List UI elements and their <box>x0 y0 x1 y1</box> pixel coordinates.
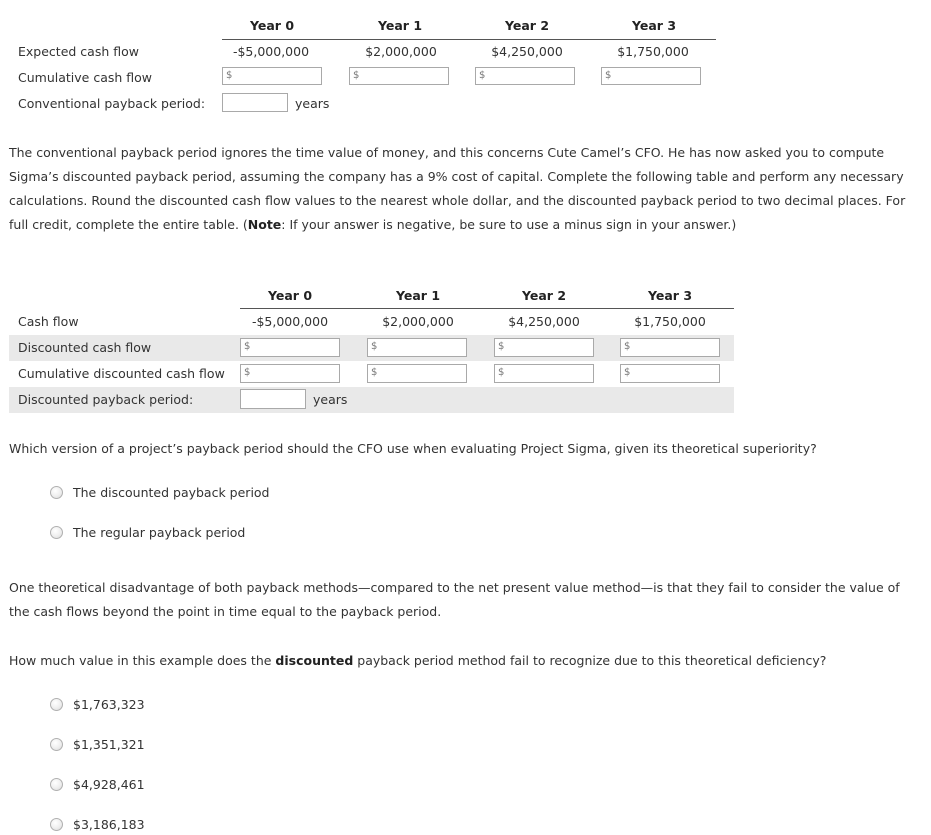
t2-discounted-year1-input[interactable] <box>368 339 466 356</box>
t1-cumulative-year1-input[interactable] <box>350 68 448 84</box>
t1-cumulative-year1-field[interactable] <box>349 67 449 85</box>
dollar-sign: $ <box>624 367 631 378</box>
t2-label-discounted: Discounted cash flow <box>18 340 152 355</box>
t2-cumdisc-year1-field[interactable] <box>367 364 467 383</box>
dollar-sign: $ <box>371 341 378 352</box>
radio-button[interactable] <box>50 526 63 539</box>
t1-label-cumulative: Cumulative cash flow <box>18 70 153 85</box>
t2-header-year3: Year 3 <box>647 288 693 303</box>
dollar-sign: $ <box>353 70 360 81</box>
t1-cumulative-year2-field[interactable] <box>475 67 575 85</box>
t2-discounted-year0-input[interactable] <box>241 339 339 356</box>
t2-header-year2: Year 2 <box>521 288 567 303</box>
q2-option-label: $3,186,183 <box>73 816 145 832</box>
t2-label-cash-flow: Cash flow <box>18 314 79 329</box>
disadvantage-paragraph: One theoretical disadvantage of both payback methods—compared to the net present value method—is that they fail to consider the value of the cash flows beyond the point in time equal to the payback period. <box>9 580 900 619</box>
t2-discounted-year2-input[interactable] <box>495 339 593 356</box>
dollar-sign: $ <box>371 367 378 378</box>
dollar-sign: $ <box>624 341 631 352</box>
t1-payback-unit: years <box>295 96 330 111</box>
t2-cashflow-year1: $2,000,000 <box>382 314 454 329</box>
radio-button[interactable] <box>50 778 63 791</box>
q2-option-label: $1,763,323 <box>73 696 145 712</box>
radio-button[interactable] <box>50 486 63 499</box>
instructions-paragraph <box>9 141 921 237</box>
q2-option-2[interactable] <box>50 736 145 752</box>
radio-button[interactable] <box>50 698 63 711</box>
dollar-sign: $ <box>498 341 505 352</box>
t2-payback-input[interactable] <box>241 390 305 408</box>
question1-text: Which version of a project’s payback period should the CFO use when evaluating Project Sigma, given its theoretical superiority? <box>9 441 817 456</box>
t1-header-rule <box>222 39 716 40</box>
t1-expected-year2: $4,250,000 <box>491 44 563 59</box>
q2-option-4[interactable] <box>50 816 145 832</box>
t2-payback-unit: years <box>313 392 348 407</box>
t1-expected-year3: $1,750,000 <box>617 44 689 59</box>
t1-cumulative-year3-field[interactable] <box>601 67 701 85</box>
q2-text-after: payback period method fail to recognize due to this theoretical deficiency? <box>353 653 827 668</box>
t2-cumdisc-year0-input[interactable] <box>241 365 339 382</box>
t2-cumdisc-year0-field[interactable] <box>240 364 340 383</box>
t1-cumulative-year0-field[interactable] <box>222 67 322 85</box>
t1-header-year1: Year 1 <box>377 18 423 33</box>
q2-option-label: $1,351,321 <box>73 736 145 752</box>
t1-cumulative-year0-input[interactable] <box>223 68 321 84</box>
q2-text-before: How much value in this example does the <box>9 653 276 668</box>
t2-cumdisc-year2-field[interactable] <box>494 364 594 383</box>
t1-header-year3: Year 3 <box>631 18 677 33</box>
t2-cashflow-year3: $1,750,000 <box>634 314 706 329</box>
q1-option-regular[interactable] <box>50 524 245 540</box>
q2-option-1[interactable] <box>50 696 145 712</box>
t2-cumdisc-year3-field[interactable] <box>620 364 720 383</box>
dollar-sign: $ <box>244 367 251 378</box>
t2-cumdisc-year2-input[interactable] <box>495 365 593 382</box>
q1-option-label: The discounted payback period <box>73 484 270 500</box>
t2-discounted-year0-field[interactable] <box>240 338 340 357</box>
t1-payback-field[interactable] <box>222 93 288 112</box>
t2-cumdisc-year3-input[interactable] <box>621 365 719 382</box>
t2-payback-field[interactable] <box>240 389 306 409</box>
t1-payback-input[interactable] <box>223 94 287 111</box>
t2-discounted-year2-field[interactable] <box>494 338 594 357</box>
q2-option-3[interactable] <box>50 776 145 792</box>
t1-cumulative-year2-input[interactable] <box>476 68 574 84</box>
note-text: : If your answer is negative, be sure to use a minus sign in your answer.) <box>281 217 737 232</box>
dollar-sign: $ <box>479 70 486 81</box>
t1-header-year0: Year 0 <box>249 18 295 33</box>
t2-label-cumulative-discounted: Cumulative discounted cash flow <box>18 366 225 381</box>
q1-option-label: The regular payback period <box>73 524 246 540</box>
t2-discounted-year3-input[interactable] <box>621 339 719 356</box>
dollar-sign: $ <box>498 367 505 378</box>
t2-discounted-year1-field[interactable] <box>367 338 467 357</box>
note-label: Note <box>247 217 282 232</box>
instructions-text: The conventional payback period ignores the time value of money, and this concerns Cute Camel’s CFO. He has now asked you to compute Sigma’s discounted payback period, assuming the company has a 9% cost of capital. Complete the following table and perform any necessary calculations. Round the discounted cash flow values to the nearest whole dollar, and the discounted payback period to two decimal places. For full credit, complete the entire table. ( <box>9 145 906 232</box>
radio-button[interactable] <box>50 818 63 831</box>
t2-cumdisc-year1-input[interactable] <box>368 365 466 382</box>
q2-emphasis: discounted <box>275 653 354 668</box>
radio-button[interactable] <box>50 738 63 751</box>
t1-expected-year1: $2,000,000 <box>365 44 437 59</box>
q1-option-discounted[interactable] <box>50 484 270 500</box>
dollar-sign: $ <box>244 341 251 352</box>
q2-option-label: $4,928,461 <box>73 776 145 792</box>
dollar-sign: $ <box>226 70 233 81</box>
t2-header-year1: Year 1 <box>395 288 441 303</box>
t1-cumulative-year3-input[interactable] <box>602 68 700 84</box>
t2-header-rule <box>240 308 734 309</box>
t1-header-year2: Year 2 <box>504 18 550 33</box>
t1-label-expected: Expected cash flow <box>18 44 139 59</box>
t2-label-payback: Discounted payback period: <box>18 392 194 407</box>
dollar-sign: $ <box>605 70 612 81</box>
t2-cashflow-year0: -$5,000,000 <box>251 314 329 329</box>
t1-expected-year0: -$5,000,000 <box>232 44 310 59</box>
t2-discounted-year3-field[interactable] <box>620 338 720 357</box>
t2-cashflow-year2: $4,250,000 <box>508 314 580 329</box>
t1-label-payback: Conventional payback period: <box>18 96 206 111</box>
t2-header-year0: Year 0 <box>267 288 313 303</box>
question2-text <box>9 653 826 668</box>
